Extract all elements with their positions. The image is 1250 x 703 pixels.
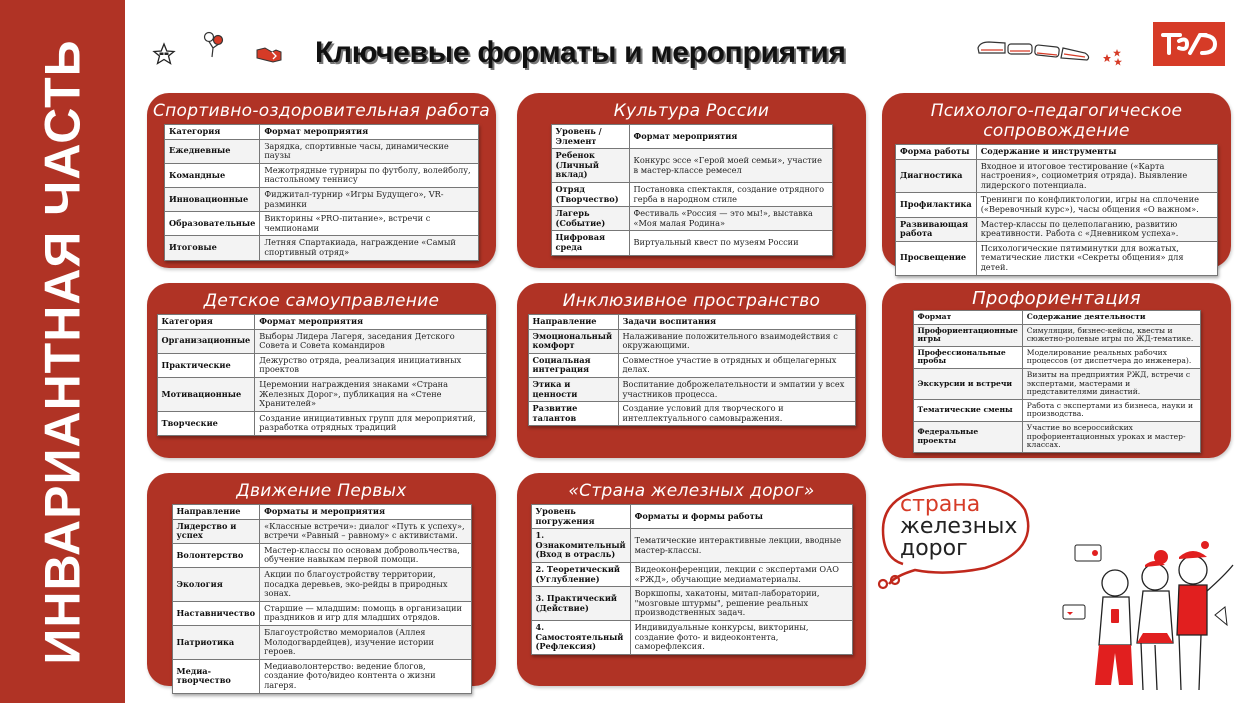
handshake-icon [256, 46, 282, 64]
table-row: Лагерь (Событие) Фестиваль «Россия — это мы!», выставка «Моя малая Родина» [551, 207, 832, 231]
panel-title: «Страна железных дорог» [568, 481, 815, 501]
table-row: Тематические смены Работа с экспертами из бизнеса, науки и производства. [913, 399, 1200, 421]
table-row: Мотивационные Церемонии награждения знаками «Страна Железных Дорог», публикация на «Стене Хранителей» [157, 377, 486, 411]
table-row: Волонтерство Мастер-классы по основам добровольчества, обучение навыкам первой помощи. [172, 543, 471, 567]
sidebar-label: ИНВАРИАНТНАЯ ЧАСТЬ [34, 38, 91, 665]
panel-title: Психолого-педагогическое сопровождение [930, 101, 1183, 141]
table-row: Ребенок (Личный вклад) Конкурс эссе «Герой моей семьи», участие в мастер-классе ремесел [551, 149, 832, 183]
column-header: Форма работы [896, 145, 977, 160]
panel-title: Спортивно-оздоровительная работа [152, 101, 491, 121]
panel-title: Культура России [613, 101, 770, 121]
panel-title: Движение Первых [236, 481, 407, 501]
selfgov-table [157, 314, 487, 436]
panel-title: Инклюзивное пространство [562, 291, 821, 311]
table-row: Цифровая среда Виртуальный квест по музеям России [551, 231, 832, 255]
panel-culture [517, 93, 866, 268]
magnifier-icon [203, 30, 225, 60]
table-row: Этика и ценности Воспитание доброжелательности и эмпатии у всех участников процесса. [528, 377, 855, 401]
star-sunglasses-icon [152, 42, 176, 66]
table-row: Итоговые Летняя Спартакиада, награждение «Самый спортивный отряд» [165, 236, 479, 260]
table-row: Наставничество Старшие — младшим: помощь в организации праздников и игр для младших отрядов. [172, 601, 471, 625]
column-header: Направление [172, 505, 260, 520]
panel-inclusive [517, 283, 866, 458]
table-row: 1. Ознакомительный (Вход в отрасль) Тематические интерактивные лекции, вводные мастер-классы. [531, 529, 852, 563]
column-header: Форматы и мероприятия [260, 505, 471, 520]
table-row: Медиа-творчество Медиаволонтерство: ведение блогов, создание фото/видео контента о жизни лагеря. [172, 659, 471, 693]
table-row: Развитие талантов Создание условий для творческого и интеллектуального самовыражения. [528, 402, 855, 426]
column-header: Категория [157, 315, 255, 330]
panel-sport [147, 93, 496, 268]
column-header: Содержание деятельности [1022, 311, 1200, 325]
column-header: Уровень / Элемент [551, 125, 629, 149]
panel-title: Детское самоуправление [203, 291, 440, 311]
column-header: Направление [528, 315, 618, 330]
table-row: Федеральные проекты Участие во всероссийских профориентационных уроках и мастер-классах. [913, 421, 1200, 452]
table-row: Развивающая работа Мастер-классы по целеполаганию, развитию креативности. Работа с «Дневником успеха». [896, 217, 1218, 241]
career-table [913, 310, 1201, 453]
culture-table [551, 124, 833, 256]
column-header: Уровень погружения [531, 505, 630, 529]
inclusive-table [528, 314, 856, 426]
train-icon [975, 38, 1093, 66]
table-row: Творческие Создание инициативных групп для мероприятий, разработка отрядных традиций [157, 411, 486, 435]
table-row: 3. Практический (Действие) Воркшопы, хакатоны, митап-лаборатории, "мозговые штурмы", решение реальных производственных задач. [531, 587, 852, 621]
table-row: Профессиональные пробы Моделирование реальных рабочих процессов (от диспетчера до инженера). [913, 346, 1200, 368]
table-row: Экскурсии и встречи Визиты на предприятия РЖД, встречи с экспертами, мастерами и представителями династий. [913, 368, 1200, 399]
table-row: Ежедневные Зарядка, спортивные часы, динамические паузы [165, 139, 479, 163]
children-illustration [1055, 535, 1245, 695]
column-header: Категория [165, 125, 260, 140]
column-header: Содержание и инструменты [976, 145, 1217, 160]
table-row: 4. Самостоятельный (Рефлексия) Индивидуальные конкурсы, викторины, создание фото- и видеоконтента, саморефлексия. [531, 620, 852, 654]
table-row: Отряд (Творчество) Постановка спектакля, создание отрядного герба в народном стиле [551, 182, 832, 206]
table-row: Командные Межотрядные турниры по футболу, волейболу, настольному теннису [165, 163, 479, 187]
panel-title: Профориентация [972, 288, 1141, 309]
table-row: Диагностика Входное и итоговое тестирование («Карта настроения», социометрия отряда). Выявление лидерского потенциала. [896, 159, 1218, 193]
page-title: Ключевые форматы и мероприятия [315, 36, 846, 69]
table-row: Экология Акции по благоустройству территории, посадка деревьев, эко-рейды в природных зонах. [172, 567, 471, 601]
sport-table [164, 124, 479, 261]
table-row: Практические Дежурство отряда, реализация инициативных проектов [157, 353, 486, 377]
table-row: 2. Теоретический (Углубление) Видеоконференции, лекции с экспертами ОАО «РЖД», обучающие медиаматериалы. [531, 562, 852, 586]
rzd-logo-glyph [1160, 31, 1218, 57]
stars-icon [1102, 48, 1124, 68]
table-row: Лидерство и успех «Классные встречи»: диалог «Путь к успеху», встречи «Равный – равному» с активистами. [172, 519, 471, 543]
column-header: Задачи воспитания [618, 315, 855, 330]
table-row: Просвещение Психологические пятиминутки для вожатых, тематические листки «Секреты общения» для детей. [896, 241, 1218, 275]
psych-table [895, 144, 1218, 276]
railways-table [531, 504, 853, 655]
panel-first [147, 473, 496, 690]
table-row: Профилактика Тренинги по конфликтологии, игры на сплочение («Веревочный курс»), часы общения «О важном». [896, 193, 1218, 217]
first-table [172, 504, 472, 694]
rzd-logo [1153, 22, 1225, 66]
brand-logo-text: страна железных дорог [900, 492, 1018, 561]
panel-railways [517, 473, 866, 686]
table-row: Образовательные Викторины «PRO-питание», встречи с чемпионами [165, 212, 479, 236]
table-row: Профориентационные игры Симуляции, бизнес-кейсы, квесты и сюжетно-ролевые игры по ЖД-тематике. [913, 324, 1200, 346]
sidebar-banner [0, 0, 125, 703]
panel-career [882, 283, 1231, 458]
table-row: Эмоциональный комфорт Налаживание положительного взаимодействия с окружающими. [528, 329, 855, 353]
column-header: Форматы и формы работы [630, 505, 852, 529]
panel-psych [882, 93, 1231, 272]
table-row: Социальная интеграция Совместное участие в отрядных и общелагерных делах. [528, 353, 855, 377]
table-row: Инновационные Фиджитал-турнир «Игры Будущего», VR-разминки [165, 187, 479, 211]
table-row: Организационные Выборы Лидера Лагеря, заседания Детского Совета и Совета командиров [157, 329, 486, 353]
column-header: Формат мероприятия [255, 315, 486, 330]
column-header: Формат мероприятия [629, 125, 832, 149]
column-header: Формат мероприятия [260, 125, 479, 140]
column-header: Формат [913, 311, 1022, 325]
panel-selfgov [147, 283, 496, 458]
table-row: Патриотика Благоустройство мемориалов (Аллея Молодогвардейцев), изучение истории героев. [172, 625, 471, 659]
